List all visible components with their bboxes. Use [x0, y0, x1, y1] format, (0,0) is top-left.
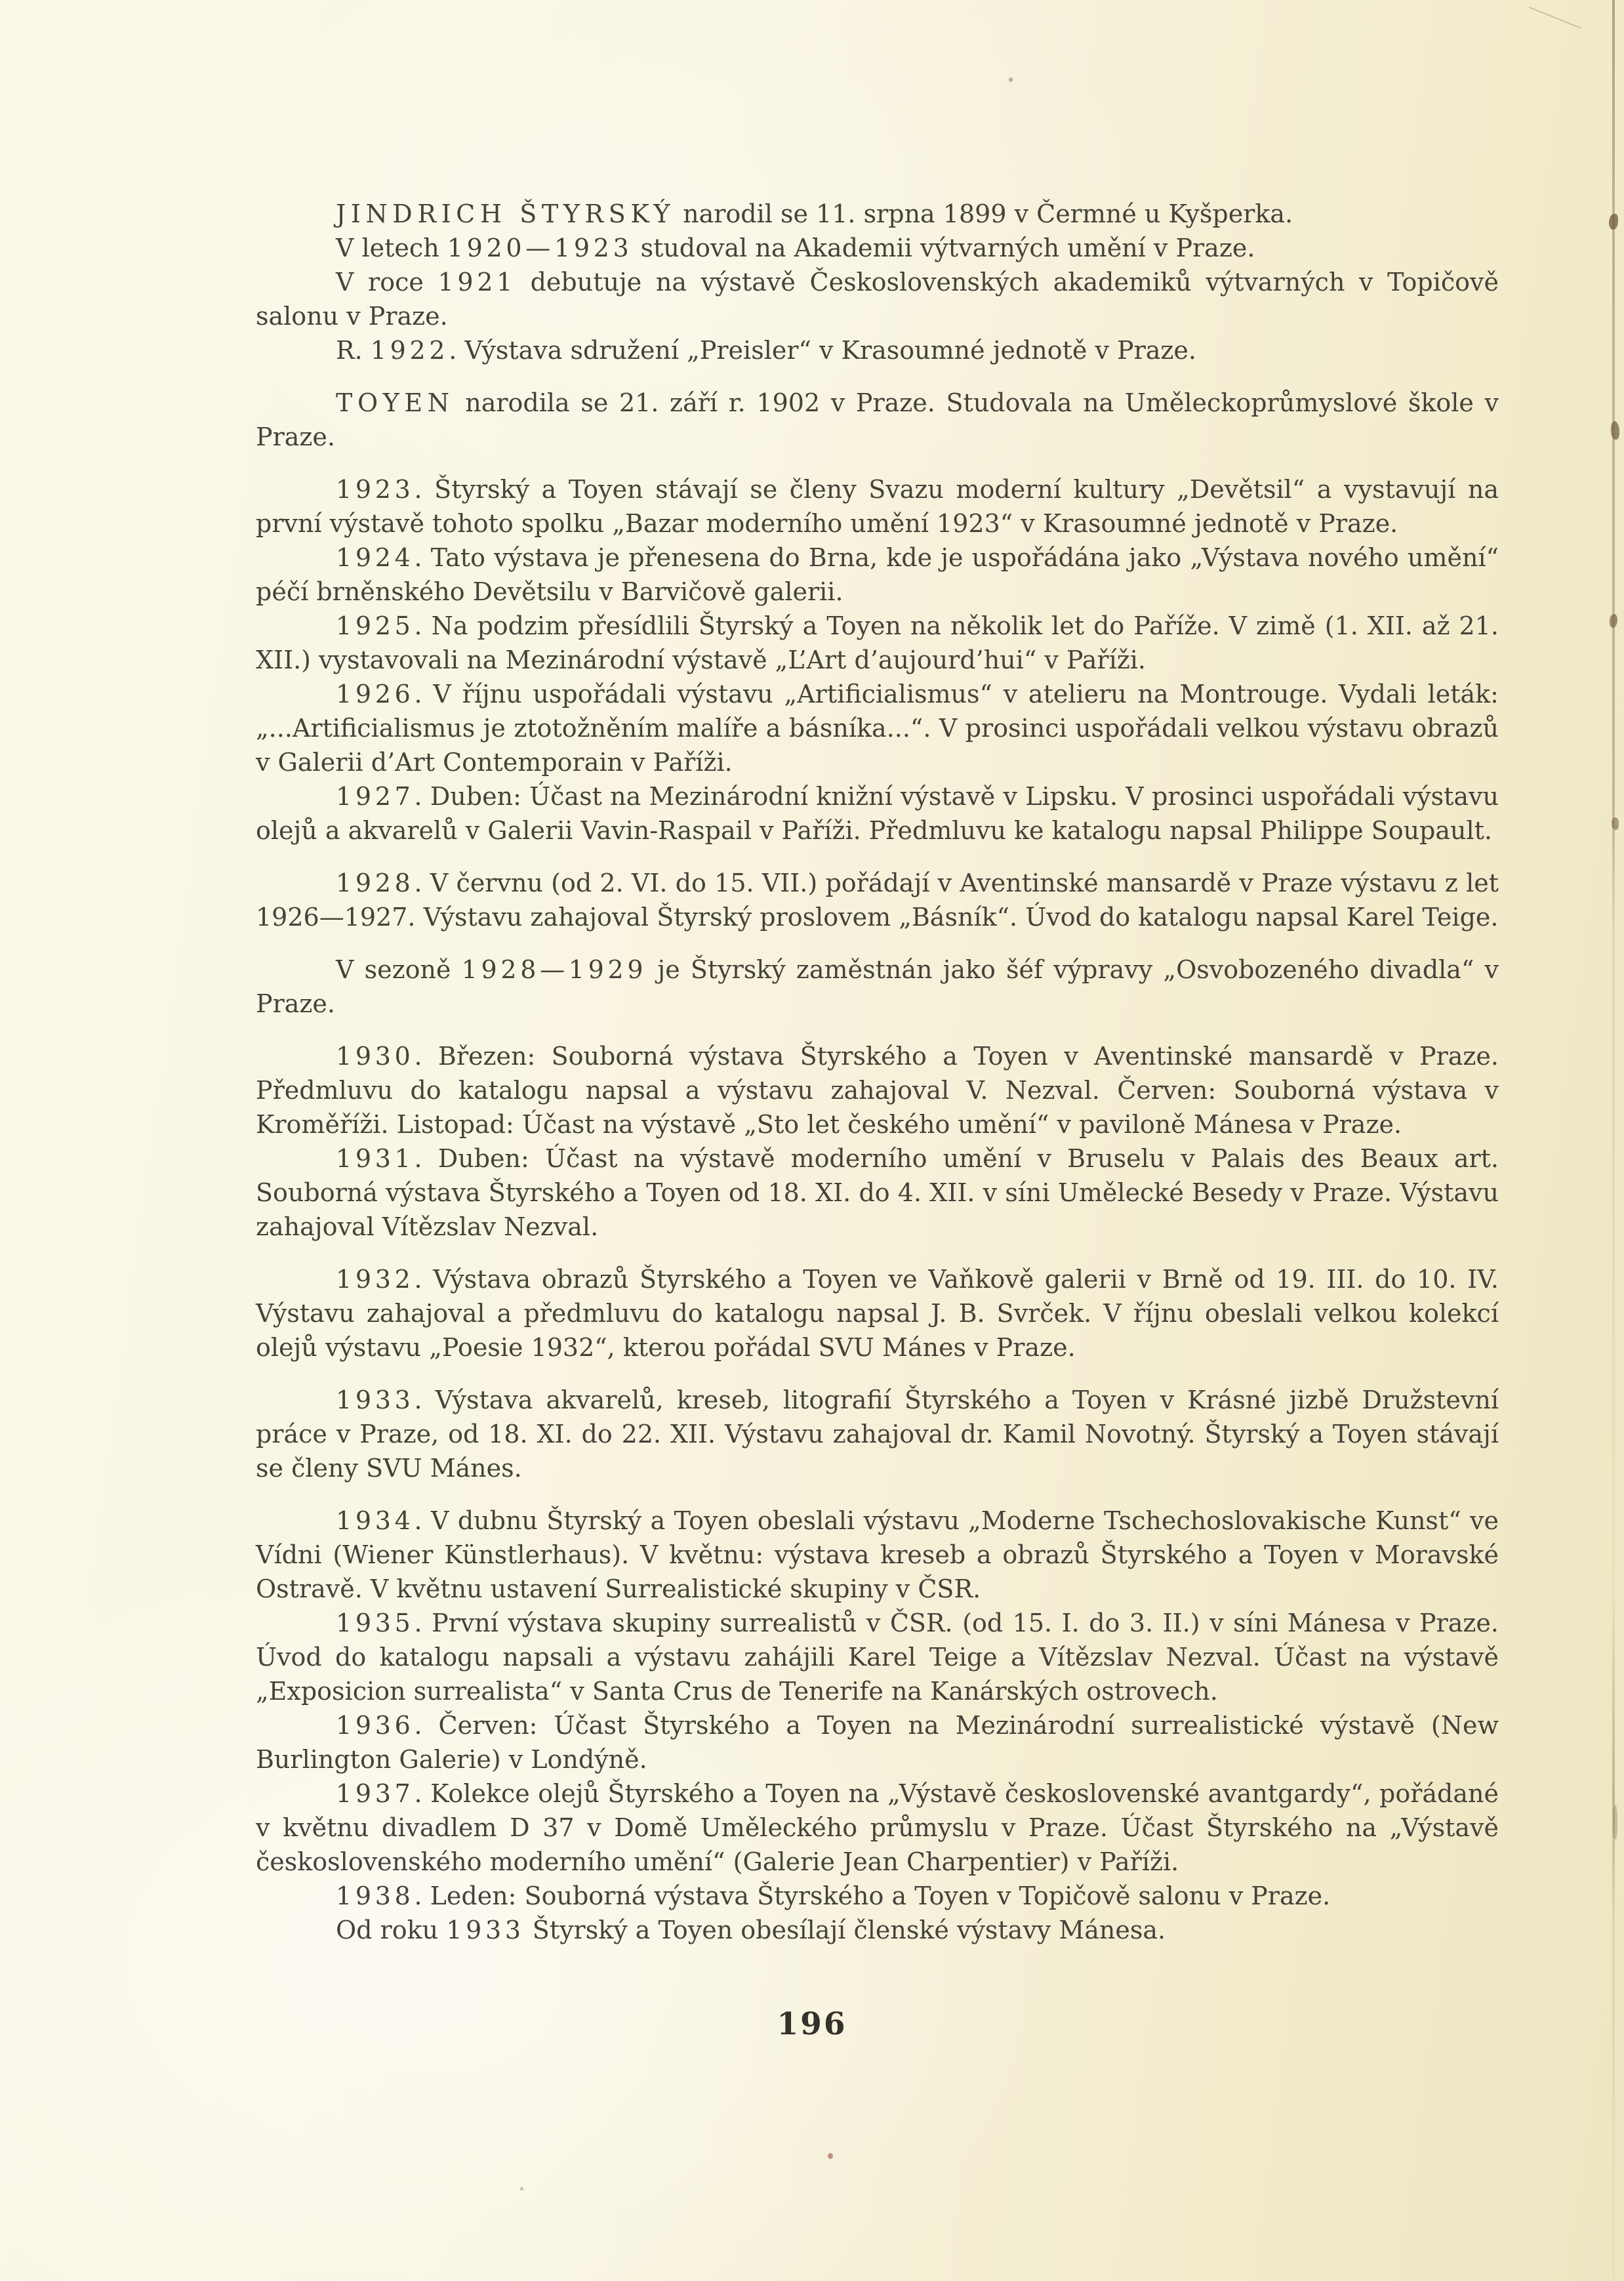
scan-artifact — [828, 2153, 833, 2159]
paragraph — [256, 231, 1499, 265]
paragraph — [256, 541, 1499, 609]
year-label: 1933 — [446, 1916, 525, 1944]
text-run: . V říjnu uspořádali výstavu „Artificialismus“ v atelieru na Montrouge. Vydali leták: „...Artificialismus je ztotožněním malíře a básníka...“. V prosinci uspořádali velkou výstavu obrazů v Galerii d’Art Contemporain v Paříži. — [256, 680, 1499, 777]
year-label: 1937 — [336, 1779, 415, 1808]
text-run: V roce — [336, 268, 438, 297]
paragraph — [256, 333, 1499, 367]
text-run: . Kolekce olejů Štyrského a Toyen na „Výstavě československé avantgardy“, pořádané v květnu divadlem D 37 v Domě Uměleckého průmyslu v Praze. Účast Štyrského na „Výstavě československého moderního umění“ (Galerie Jean Charpentier) v Paříži. — [256, 1779, 1499, 1876]
paragraph — [256, 386, 1499, 454]
year-label: 1934 — [336, 1506, 415, 1535]
text-run: V letech — [336, 234, 447, 262]
paragraph — [256, 1039, 1499, 1141]
year-label: 1920—1923 — [447, 234, 633, 262]
text-run: je Štyrský zaměstnán jako šéf výpravy „Osvobozeného divadla“ v Praze. — [256, 955, 1499, 1018]
year-label: 1927 — [336, 782, 415, 811]
text-run: . Březen: Souborná výstava Štyrského a Toyen v Aventinské mansardě v Praze. Předmluvu do katalogu napsal a výstavu zahajoval V. Nezval. Červen: Souborná výstava v Kroměříži. Listopad: Účast na výstavě „Sto let českého umění“ v paviloně Mánesa v Praze. — [256, 1042, 1499, 1139]
paragraph — [256, 1141, 1499, 1244]
year-label: 1922 — [370, 336, 449, 365]
text-run: . Na podzim přesídlili Štyrský a Toyen na několik let do Paříže. V zimě (1. XII. až 21. XII.) vystavovali na Mezinárodní výstavě „L’Art d’aujourd’hui“ v Paříži. — [256, 611, 1499, 674]
text-run: V sezoně — [336, 955, 462, 984]
paragraph — [256, 1879, 1499, 1913]
text-run: . Leden: Souborná výstava Štyrského a Toyen v Topičově salonu v Praze. — [414, 1881, 1331, 1910]
year-label: 1936 — [336, 1711, 415, 1740]
text-run: . Duben: Účast na Mezinárodní knižní výstavě v Lipsku. V prosinci uspořádali výstavu olejů a akvarelů v Galerii Vavin-Raspail v Paříži. Předmluvu ke katalogu napsal Philippe Soupault. — [256, 782, 1499, 845]
page-number: 196 — [777, 2006, 847, 2042]
text-run: . V červnu (od 2. VI. do 15. VII.) pořádají v Aventinské mansardě v Praze výstavu z let 1926—1927. Výstavu zahajoval Štyrský proslovem „Básník“. Úvod do katalogu napsal Karel Teige. — [256, 869, 1499, 932]
year-label: 1928 — [336, 869, 415, 897]
year-label: 1923 — [336, 475, 415, 504]
paragraph — [256, 1708, 1499, 1777]
text-run: narodila se 21. září r. 1902 v Praze. Studovala na Uměleckoprůmyslové škole v Praze. — [256, 388, 1499, 451]
name-spaced-caps: TOYEN — [336, 388, 455, 417]
text-run: Od roku — [336, 1916, 447, 1944]
paragraph — [256, 472, 1499, 541]
paragraph — [256, 953, 1499, 1021]
text-run: debutuje na výstavě Československých akademiků výtvarných v Topičově salonu v Praze. — [256, 268, 1499, 331]
name-spaced-caps: JINDRICH ŠTYRSKÝ — [336, 199, 676, 228]
year-label: 1930 — [336, 1042, 415, 1071]
paragraph — [256, 1504, 1499, 1606]
year-label: 1935 — [336, 1609, 415, 1637]
scan-artifact — [1610, 614, 1617, 628]
text-run: R. — [336, 336, 371, 365]
paragraph — [256, 677, 1499, 779]
year-label: 1938 — [336, 1881, 415, 1910]
paragraph — [256, 1262, 1499, 1365]
year-label: 1931 — [336, 1144, 415, 1173]
scan-artifact — [1613, 1805, 1617, 1839]
text-run: . Červen: Účast Štyrského a Toyen na Mezinárodní surrealistické výstavě (New Burlington Galerie) v Londýně. — [256, 1711, 1499, 1774]
paragraph — [256, 1913, 1499, 1947]
paragraph — [256, 779, 1499, 848]
page-edge-shadow — [1612, 0, 1615, 2281]
text-run: studoval na Akademii výtvarných umění v Praze. — [632, 234, 1255, 262]
year-label: 1926 — [336, 680, 415, 709]
text-run: Štyrský a Toyen obesílají členské výstavy Mánesa. — [524, 1916, 1166, 1944]
text-run: . První výstava skupiny surrealistů v ČSR. (od 15. I. do 3. II.) v síni Mánesa v Praze. Úvod do katalogu napsali a výstavu zahájili Karel Teige a Vítězslav Nezval. Účast na výstavě „Exposicion surrealista“ v Santa Crus de Tenerife na Kanárských ostrovech. — [256, 1609, 1499, 1706]
text-block — [256, 197, 1499, 1947]
paragraph — [256, 609, 1499, 677]
year-label: 1924 — [336, 543, 415, 572]
paragraph — [256, 1383, 1499, 1485]
year-label: 1932 — [336, 1265, 415, 1294]
year-label: 1933 — [336, 1386, 415, 1414]
scan-artifact — [1611, 421, 1619, 440]
text-run: . Tato výstava je přenesena do Brna, kde je uspořádána jako „Výstava nového umění“ péčí brněnského Devětsilu v Barvičově galerii. — [256, 543, 1499, 606]
paragraph — [256, 1606, 1499, 1708]
scan-artifact — [1609, 214, 1618, 230]
text-run: . Štyrský a Toyen stávají se členy Svazu moderní kultury „Devětsil“ a vystavují na první výstavě tohoto spolku „Bazar moderního umění 1923“ v Krasoumné jednotě v Praze. — [256, 475, 1499, 538]
year-label: 1921 — [437, 268, 516, 297]
text-run: . Duben: Účast na výstavě moderního umění v Bruselu v Palais des Beaux art. Souborná výstava Štyrského a Toyen od 18. XI. do 4. XII. v síni Umělecké Besedy v Praze. Výstavu zahajoval Vítězslav Nezval. — [256, 1144, 1499, 1241]
text-run: narodil se 11. srpna 1899 v Čermné u Kyšperka. — [675, 199, 1293, 228]
paragraph — [256, 197, 1499, 231]
paragraph — [256, 866, 1499, 934]
paragraph — [256, 1777, 1499, 1879]
year-label: 1925 — [336, 611, 415, 640]
scan-artifact — [1009, 77, 1013, 82]
text-run: . Výstava obrazů Štyrského a Toyen ve Vaňkově galerii v Brně od 19. III. do 10. IV. Výstavu zahajoval a předmluvu do katalogu napsal J. B. Svrček. V říjnu obeslali velkou kolekcí olejů výstavu „Poesie 1932“, kterou pořádal SVU Mánes v Praze. — [256, 1265, 1499, 1362]
text-run: . Výstava sdružení „Preisler“ v Krasoumné jednotě v Praze. — [449, 336, 1196, 365]
text-run: . V dubnu Štyrský a Toyen obeslali výstavu „Moderne Tschechoslovakische Kunst“ ve Vídni (Wiener Künstlerhaus). V květnu: výstava kreseb a obrazů Štyrského a Toyen v Moravské Ostravě. V květnu ustavení Surrealistické skupiny v ČSR. — [256, 1506, 1499, 1603]
scan-artifact — [1529, 7, 1581, 29]
paragraph — [256, 265, 1499, 333]
year-label: 1928—1929 — [461, 955, 647, 984]
scan-artifact — [1612, 817, 1619, 830]
scan-artifact — [520, 2187, 523, 2190]
text-run: . Výstava akvarelů, kreseb, litografií Štyrského a Toyen v Krásné jizbě Družstevní práce v Praze, od 18. XI. do 22. XII. Výstavu zahajoval dr. Kamil Novotný. Štyrský a Toyen stávají se členy SVU Mánes. — [256, 1386, 1499, 1483]
